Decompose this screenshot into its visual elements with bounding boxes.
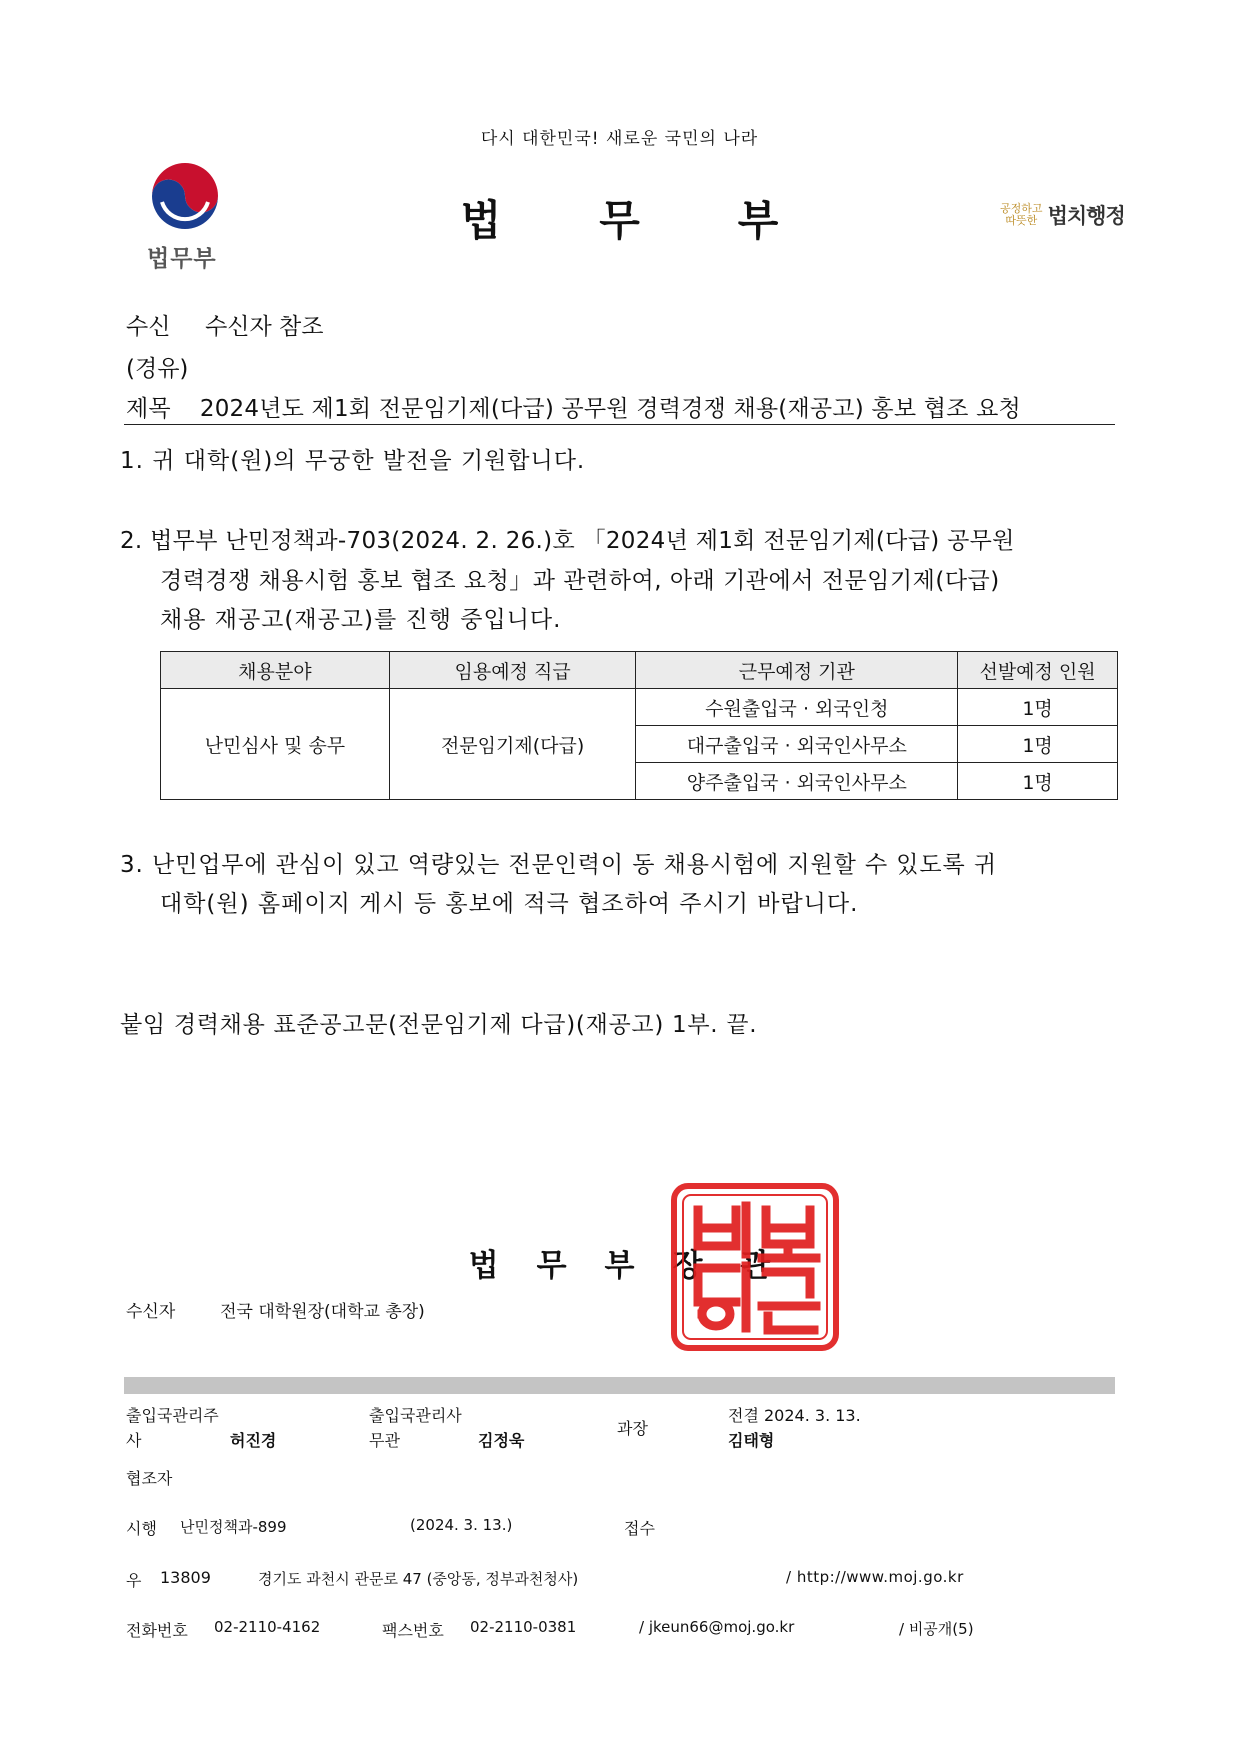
enforce-label: 시행 xyxy=(126,1519,157,1538)
recipients-value: 전국 대학원장(대학교 총장) xyxy=(220,1302,425,1322)
official-title: 법무부장관 xyxy=(468,1248,809,1284)
paragraph-2-line-3: 채용 재공고(재공고)를 진행 중입니다. xyxy=(160,607,562,633)
address: 경기도 과천시 관문로 47 (중앙동, 정부과천청사) xyxy=(258,1570,579,1588)
count-cell: 1명 xyxy=(958,689,1118,726)
slogan: 다시 대한민국! 새로운 국민의 나라 xyxy=(480,129,759,149)
grade-cell: 전문임기제(다급) xyxy=(389,689,636,800)
role3: 과장 xyxy=(617,1419,648,1438)
paragraph-3-line-1: 3. 난민업무에 관심이 있고 역량있는 전문인력이 동 채용시험에 지원할 수 있도록 귀 xyxy=(120,852,997,878)
website-link[interactable]: / http://www.moj.go.kr xyxy=(786,1568,964,1586)
subject-value: 2024년도 제1회 전문임기제(다급) 공무원 경력경쟁 채용(재공고) 홍보 협조 요청 xyxy=(199,396,1021,422)
subject-divider xyxy=(124,424,1115,425)
enforce-number: 난민정책과-899 xyxy=(180,1518,287,1536)
fax-number: 02-2110-0381 xyxy=(470,1618,577,1636)
field-cell: 난민심사 및 송무 xyxy=(161,689,390,800)
table-header-row xyxy=(161,652,1118,689)
disclosure: / 비공개(5) xyxy=(899,1620,974,1638)
receive-label: 접수 xyxy=(624,1519,655,1538)
zip-label: 우 xyxy=(126,1571,142,1590)
attachment-line: 붙임 경력채용 표준공고문(전문임기제 다급)(재공고) 1부. 끝. xyxy=(120,1012,758,1038)
role2-line2: 무관 xyxy=(369,1431,400,1450)
role1-line2: 사 xyxy=(126,1431,142,1450)
right-logo-small-2: 따뜻한 xyxy=(1005,214,1038,227)
official-seal-icon xyxy=(670,1182,840,1352)
paragraph-2-line-2: 경력경쟁 채용시험 홍보 협조 요청」과 관련하여, 아래 기관에서 전문임기제(다급) xyxy=(160,568,1000,594)
subject-label: 제목 xyxy=(126,396,171,422)
email-link[interactable]: / jkeun66@moj.go.kr xyxy=(639,1618,795,1636)
agency-cell: 수원출입국 · 외국인청 xyxy=(636,689,958,726)
table-header-cell: 선발예정 인원 xyxy=(958,652,1118,689)
logo-label: 법무부 xyxy=(147,246,217,272)
role2-line1: 출입국관리사 xyxy=(369,1406,462,1425)
recipients-label: 수신자 xyxy=(126,1302,176,1322)
recipients-line xyxy=(126,1297,425,1322)
right-logo xyxy=(1000,200,1125,230)
fax-label: 팩스번호 xyxy=(382,1621,444,1640)
approver1-name: 허진경 xyxy=(230,1431,277,1450)
paragraph-2-line-1: 2. 법무부 난민정책과-703(2024. 2. 26.)호 「2024년 제1회 전문임기제(다급) 공무원 xyxy=(120,528,1015,554)
enforce-date: (2024. 3. 13.) xyxy=(410,1516,513,1534)
tel-label: 전화번호 xyxy=(126,1621,188,1640)
paragraph-1: 1. 귀 대학(원)의 무궁한 발전을 기원합니다. xyxy=(120,448,586,474)
right-logo-small-1: 공정하고 xyxy=(1000,202,1043,215)
role1-line1: 출입국관리주 xyxy=(126,1406,219,1425)
count-cell: 1명 xyxy=(958,726,1118,763)
table-row xyxy=(161,689,1118,726)
recipient-line xyxy=(126,308,323,341)
table-header-cell: 채용분야 xyxy=(161,652,390,689)
agency-cell: 대구출입국 · 외국인사무소 xyxy=(636,726,958,763)
paragraph-3-line-2: 대학(원) 홈페이지 게시 등 홍보에 적극 협조하여 주시기 바랍니다. xyxy=(160,891,859,917)
via-line: (경유) xyxy=(126,356,189,382)
right-logo-small xyxy=(1000,203,1043,227)
footer-divider-bar xyxy=(124,1377,1115,1394)
zip-code: 13809 xyxy=(160,1568,211,1587)
recipient-value: 수신자 참조 xyxy=(205,314,324,340)
subject-line xyxy=(126,390,1021,423)
agency-cell: 양주출입국 · 외국인사무소 xyxy=(636,763,958,800)
recruitment-table xyxy=(160,651,1118,800)
approver3-name: 김태형 xyxy=(728,1431,775,1450)
count-cell: 1명 xyxy=(958,763,1118,800)
final-approval: 전결 2024. 3. 13. xyxy=(728,1406,861,1425)
tel-number: 02-2110-4162 xyxy=(214,1618,321,1636)
cooperator-label: 협조자 xyxy=(126,1469,173,1488)
recipient-label: 수신 xyxy=(126,314,171,340)
table-header-cell: 근무예정 기관 xyxy=(636,652,958,689)
approver2-name: 김정욱 xyxy=(478,1431,525,1450)
table-header-cell: 임용예정 직급 xyxy=(389,652,636,689)
ministry-title: 법무부 xyxy=(460,196,877,245)
right-logo-text: 법치행정 xyxy=(1047,204,1125,228)
